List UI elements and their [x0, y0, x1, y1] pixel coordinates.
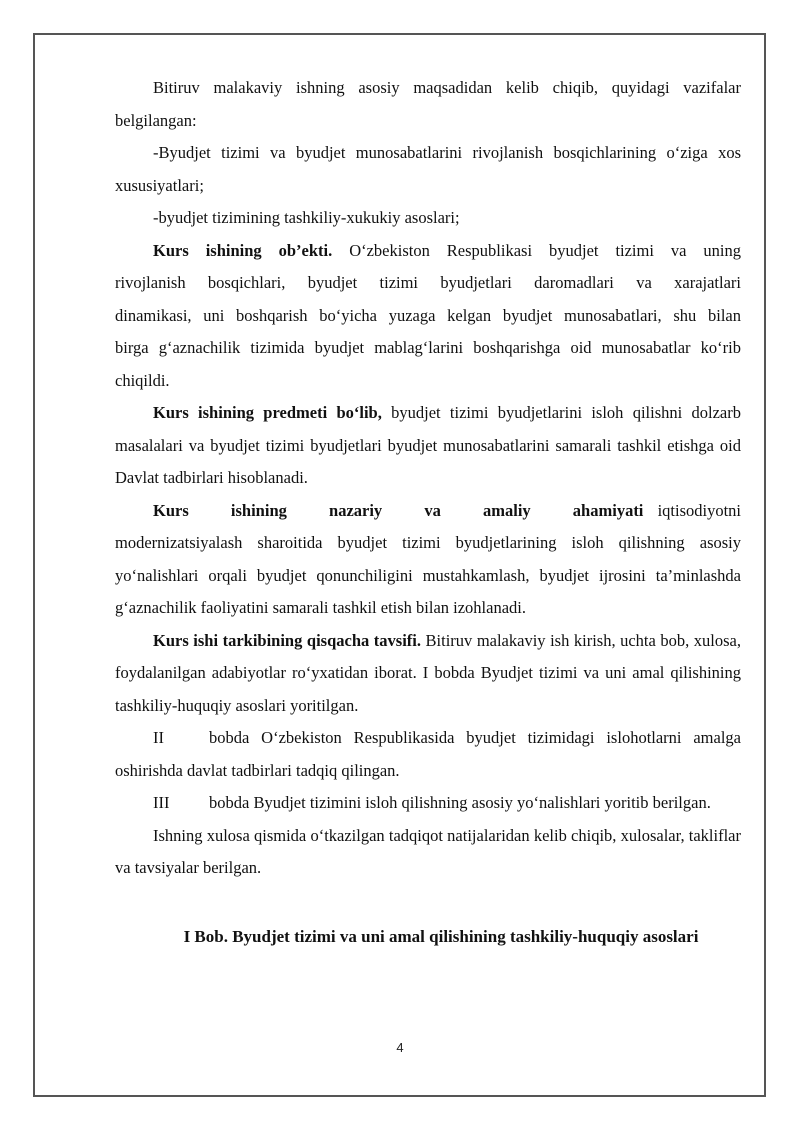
paragraph-chapter-2: [115, 722, 741, 787]
chapter-heading: I Bob. Byudjet tizimi va uni amal qilishining tashkiliy-huquqiy asoslari: [183, 926, 699, 946]
paragraph-goal: Bitiruv malakaviy ishning asosiy maqsadidan kelib chiqib, quyidagi vazifalar belgilangan:: [115, 78, 741, 130]
object-text: O‘zbekiston Respublikasi byudjet tizimi va uning rivojlanish bosqichlari, byudjet tizimi byudjetlari daromadlari va xarajatlari dinamikasi, uni boshqarish bo‘yicha yuzaga kelgan byudjet munosabatlari, shu bilan birga g‘aznachilik tizimida byudjet mablag‘larini boshqarishga oid munosabatlar ko‘rib chiqildi.: [115, 240, 741, 390]
subject-label: Kurs ishining predmeti bo‘lib,: [153, 403, 382, 422]
chapter-2-number: II: [153, 728, 164, 747]
object-label: Kurs ishining ob’ekti.: [153, 240, 333, 260]
page-number: 4: [396, 1040, 404, 1055]
document-body: [115, 72, 741, 953]
structure-text: Bitiruv malakaviy ish kirish, uchta bob, xulosa, foydalanilgan adabiyotlar ro‘yxatidan iborat. I bobda Byudjet tizimi va uni amal qilishining tashkiliy-huquqiy asoslari yoritilgan.: [115, 630, 741, 715]
paragraph-task-1: -Byudjet tizimi va byudjet munosabatlarini rivojlanish bosqichlarining o‘ziga xos xususiyatlari;: [115, 143, 741, 195]
chapter-3-number: III: [153, 793, 170, 812]
chapter-3-text: bobda Byudjet tizimini isloh qilishning asosiy yo‘nalishlari yoritib berilgan.: [209, 793, 711, 812]
paragraph-subject: [115, 397, 741, 495]
paragraph-significance: [115, 495, 741, 625]
paragraph-object: [115, 235, 741, 398]
paragraph-task-2: -byudjet tizimining tashkiliy-xukukiy asoslari;: [153, 208, 460, 227]
significance-label: Kurs ishining nazariy va amaliy ahamiyati: [153, 500, 644, 520]
subject-text: byudjet tizimi byudjetlarini isloh qilishni dolzarb masalalari va byudjet tizimi byudjetlari byudjet munosabatlarini samarali tashkil etishga oid Davlat tadbirlari hisoblanadi.: [115, 403, 741, 487]
paragraph-structure: [115, 625, 741, 723]
structure-label: Kurs ishi tarkibining qisqacha tavsifi.: [153, 630, 421, 650]
paragraph-chapter-3: [115, 787, 741, 820]
chapter-2-text: bobda O‘zbekiston Respublikasida byudjet tizimidagi islohotlarni amalga oshirishda davlat tadbirlari tadqiq qilingan.: [115, 728, 741, 780]
significance-text: iqtisodiyotni modernizatsiyalash sharoitida byudjet tizimi byudjetlarining isloh qilishning asosiy yo‘nalishlari orqali byudjet qonunchiligini mustahkamlash, byudjet ijrosini ta’minlashda g‘aznachilik faoliyatini samarali tashkil etish bilan izohlanadi.: [115, 500, 741, 617]
paragraph-conclusion: Ishning xulosa qismida o‘tkazilgan tadqiqot natijalaridan kelib chiqib, xulosalar, takliflar va tavsiyalar berilgan.: [115, 825, 741, 877]
